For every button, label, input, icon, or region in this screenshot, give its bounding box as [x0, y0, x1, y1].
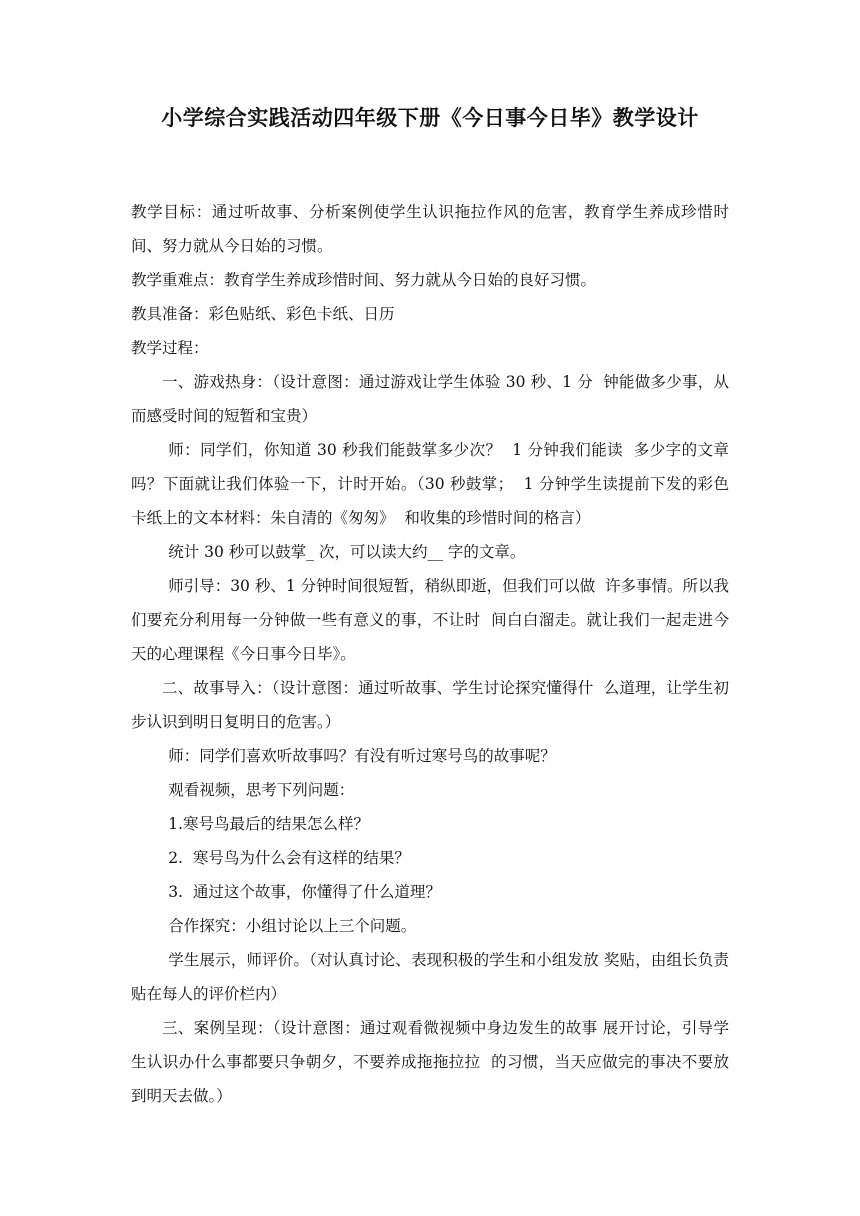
- paragraph-teaching-aids: 教具准备：彩色贴纸、彩色卡纸、日历: [131, 305, 395, 323]
- paragraph-teaching-process: 教学过程：: [131, 339, 209, 357]
- paragraph-teaching-goal: 教学目标：通过听故事、分析案例使学生认识拖拉作风的危害，教育学生养成珍惜时间、努力就从今日始的习惯。: [131, 203, 729, 255]
- paragraph-section-1-guide: 师引导：30 秒、1 分钟时间很短暂，稍纵即逝，但我们可以做 许多事情。所以我们要充分利用每一分钟做一些有意义的事，不让时 间白白溜走。就让我们一起走进今天的心理课程《今日事今日毕》。: [131, 577, 729, 663]
- paragraph-section-1-count: 统计 30 秒可以鼓掌_ 次，可以读大约__ 字的文章。: [168, 543, 526, 561]
- paragraph-section-3-heading: 三、案例呈现：（设计意图：通过观看微视频中身边发生的故事 展开讨论，引导学生认识办什么事都要只争朝夕，不要养成拖拖拉拉 的习惯，当天应做完的事决不要放到明天去做。）: [131, 1019, 729, 1105]
- paragraph-section-1-heading: 一、游戏热身：（设计意图：通过游戏让学生体验 30 秒、1 分 钟能做多少事，从而感受时间的短暂和宝贵）: [131, 373, 729, 425]
- list-item-question-2: 2. 寒号鸟为什么会有这样的结果？: [168, 849, 410, 867]
- paragraph-section-2-discussion: 合作探究：小组讨论以上三个问题。: [168, 917, 417, 935]
- list-item-question-3: 3. 通过这个故事，你懂得了什么道理？: [168, 883, 441, 901]
- paragraph-section-2-evaluation: 学生展示，师评价。（对认真讨论、表现积极的学生和小组发放 奖贴，由组长负责贴在每人的评价栏内）: [131, 951, 729, 1003]
- list-item-question-1: 1.寒号鸟最后的结果怎么样？: [168, 815, 369, 833]
- paragraph-section-2-heading: 二、故事导入：（设计意图：通过听故事、学生讨论探究懂得什 么道理，让学生初步认识到明日复明日的危害。）: [131, 679, 729, 731]
- paragraph-section-2-teacher: 师：同学们喜欢听故事吗？有没有听过寒号鸟的故事呢？: [168, 747, 556, 765]
- paragraph-section-1-teacher: 师：同学们，你知道 30 秒我们能鼓掌多少次？ 1 分钟我们能读 多少字的文章吗？下面就让我们体验一下，计时开始。（30 秒鼓掌； 1 分钟学生读提前下发的彩色卡纸上的文本材料：朱自清的《匆匆》 和收集的珍惜时间的格言）: [131, 441, 729, 527]
- document-body: [131, 195, 729, 1113]
- paragraph-section-2-video: 观看视频，思考下列问题：: [168, 781, 355, 799]
- document-title: 小学综合实践活动四年级下册《今日事今日毕》教学设计: [161, 105, 699, 130]
- paragraph-key-difficulty: 教学重难点：教育学生养成珍惜时间、努力就从今日始的良好习惯。: [131, 271, 597, 289]
